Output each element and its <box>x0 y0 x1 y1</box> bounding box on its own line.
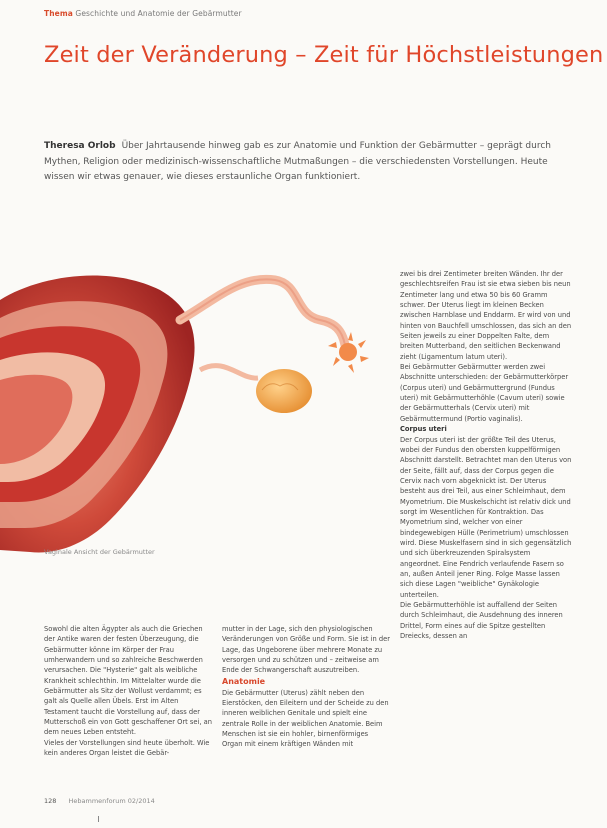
author-name: Theresa Orlob <box>44 141 116 151</box>
body-paragraph: mutter in der Lage, sich den physiologischen Veränderungen von Größe und Form. Sie ist in der Lage, das Ungeborene über mehrere Monate zu versorgen und zu schützen und – zeitweise am Ende der Schwangerschaft auszutreiben. <box>222 625 391 675</box>
magazine-name: Hebammenforum 02/2014 <box>68 797 155 805</box>
page-footer <box>44 797 155 805</box>
column-left <box>44 624 212 758</box>
lead-text: Über Jahrtausende hinweg gab es zur Anatomie und Funktion der Gebärmutter – geprägt durch Mythen, Religion oder medizinisch-wissenschaftliche Mutmaßungen – die verschiedensten Vorstellungen. Heute wissen wir etwas genauer, wie dieses erstaunliche Organ funktioniert. <box>44 141 551 182</box>
page-number: 128 <box>44 797 57 805</box>
footer-divider <box>98 816 99 822</box>
section-heading: Corpus uteri <box>400 425 447 434</box>
body-paragraph: Bei Gebärmutter Gebärmutter werden zwei Abschnitte unterschieden: der Gebärmutterkörper (Corpus uteri) und Gebärmuttergrund (Fundus uteri) mit Gebärmutterhöhle (Cavum uteri) sowie der Gebärmutterhals (Cervix uteri) mit Gebärmuttermund (Portio vaginalis). <box>400 363 569 423</box>
fallopian-tube <box>180 279 369 373</box>
lead-paragraph <box>44 139 564 186</box>
kicker-topic: Geschichte und Anatomie der Gebärmutter <box>75 9 242 18</box>
uterus-body <box>0 276 195 553</box>
section-heading: Anatomie <box>222 676 266 686</box>
ovary <box>200 366 312 413</box>
body-paragraph: zwei bis drei Zentimeter breiten Wänden. Ihr der geschlechtsreifen Frau ist sie etwa sieben bis neun Zentimeter lang und etwa 50 bis 60 Gramm schwer. Der Uterus liegt im kleinen Becken zwischen Harnblase und Enddarm. Er wird von und hinten von Bauchfell umschlossen, das sich an den Seiten jeweils zu einer Doppelten Falte, dem breiten Mutterband, den seitlichen Beckenwand zieht (Ligamentum latum uteri). <box>400 270 572 361</box>
body-paragraph: Der Corpus uteri ist der größte Teil des Uterus, wobei der Fundus den obersten kuppelförmigen Abschnitt darstellt. Betrachtet man den Uterus von der Seite, fällt auf, dass der Corpus gegen die Cervix nach vorn abgeknickt ist. Der Uterus besteht aus drei Teil, aus einer Schleimhaut, dem Myometrium. Die Muskelschicht ist relativ dick und sorgt im Wesentlichen für Kontraktion. Das Myometrium sind, welcher von einer bindegewebigen Hülle (Perimetrium) umschlossen wird. Diese Muskelfasern sind in sich gegensätzlich und sich überkreuzenden Spiralsystem angeordnet. Eine Fendrich verlaufende Fasern so an, außen Anteil jener Ring. Folge Masse lassen sich diese Lagen "weibliche" Gynäkologie unterteilen. <box>400 435 572 599</box>
body-paragraph: Die Gebärmutter (Uterus) zählt neben den Eierstöcken, den Eileitern und der Scheide zu den inneren weiblichen Genitale und spielt eine zentrale Rolle in der weiblichen Anatomie. Beim Menschen ist sie ein hohler, birnenförmiges Organ mit einem kräftigen Wänden mit <box>222 688 389 749</box>
illustration-caption: Vaginale Ansicht der Gebärmutter <box>44 548 155 556</box>
body-paragraph: Vieles der Vorstellungen sind heute überholt. Wie kein anderes Organ leistet die Gebär- <box>44 738 210 758</box>
body-paragraph: Die Gebärmutterhöhle ist auffallend der Seiten durch Schleimhaut, die Ausdehnung des inneren Drittel, Form eines auf die Spitze gestellten Dreiecks, dessen an <box>400 601 563 641</box>
column-middle <box>222 624 390 750</box>
body-paragraph: Sowohl die alten Ägypter als auch die Griechen der Antike waren der festen Überzeugung, die Gebärmutter könne im Körper der Frau umherwandern und so zahlreiche Beschwerden verursachen. Die "Hysterie" galt als weibliche Krankheit schlechthin. Im Mittelalter wurde die Gebärmutter als Sitz der Wollust verdammt; es galt als Quelle allen Übels. Erst im Alten Testament taucht die Vorstellung auf, dass der Mutterschoß ein von Gott geschaffener Ort sei, an dem neues Leben entsteht. <box>44 625 212 737</box>
uterus-illustration <box>0 260 400 560</box>
page-title: Zeit der Veränderung – Zeit für Höchstleistungen <box>44 42 604 68</box>
kicker <box>44 9 242 18</box>
column-right <box>400 269 572 641</box>
kicker-section: Thema <box>44 9 73 18</box>
